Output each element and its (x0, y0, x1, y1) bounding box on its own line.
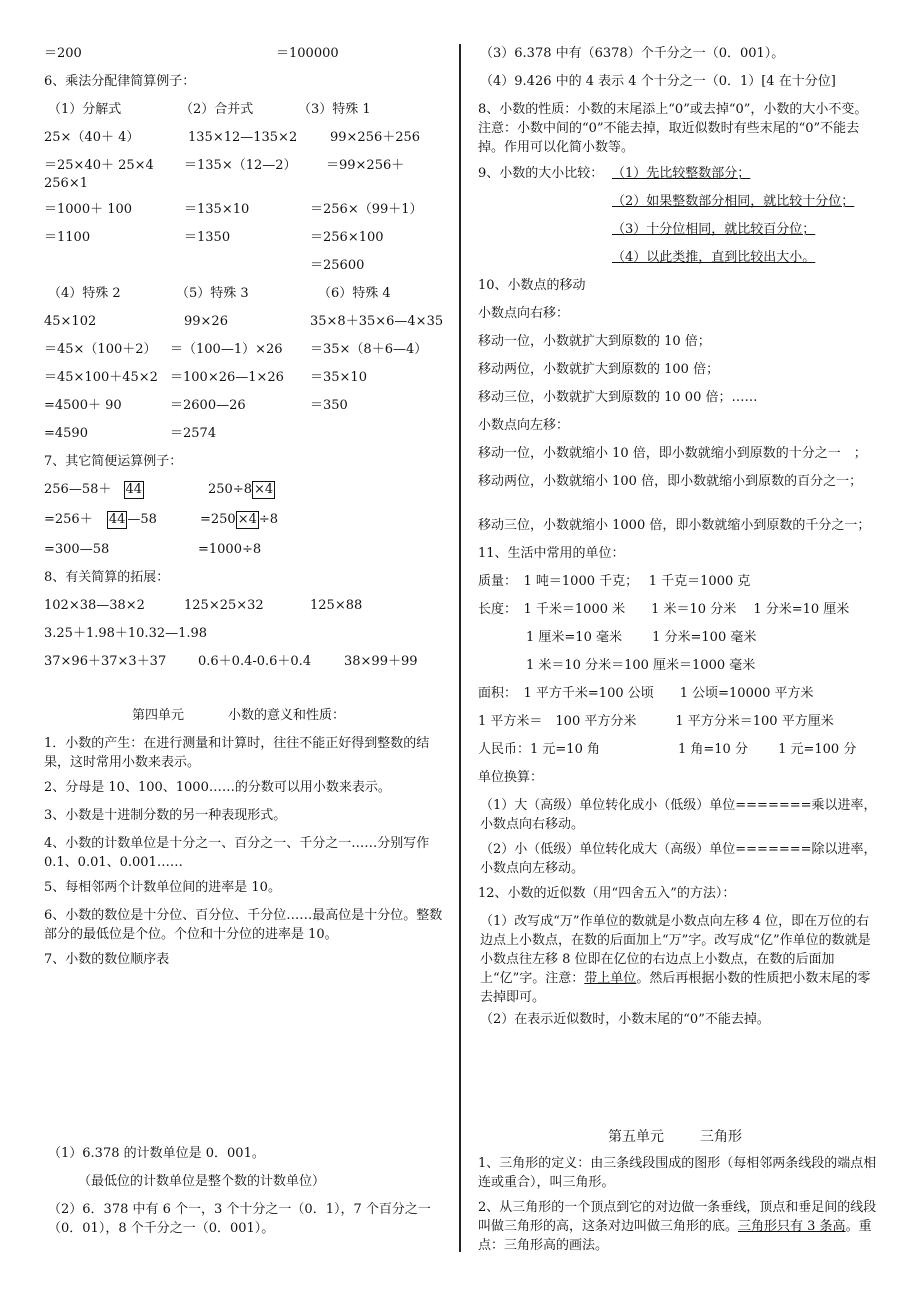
boxed-number: ×4 (237, 512, 257, 527)
compare-step: （4）以此类推，直到比较出大小。 (612, 250, 816, 265)
s8-expr: 125×25×32 (184, 598, 264, 613)
approx-underline: 带上单位 (584, 971, 637, 986)
s6-cell: ＝2600—26 (170, 398, 246, 413)
approx-rule-1 (480, 912, 878, 1007)
s7-line-2a (44, 510, 157, 529)
u4-item: 7、小数的数位顺序表 (44, 952, 170, 967)
s7-text: =250 (200, 512, 236, 527)
s6-cell: ＝35×（8＋6—4） (310, 342, 428, 357)
s6-cell: ＝1100 (44, 230, 91, 245)
unit-5-subtitle: 三角形 (700, 1129, 742, 1145)
s7-text: 256—58＋ (44, 482, 112, 497)
section-12-title: 12、小数的近似数（用“四舍五入”的方法）： (478, 886, 736, 901)
s6-cell: 99×256＋256 (330, 130, 421, 145)
approx-text: （1）改写成“万”作单位的数就是小数点向左移 4 位，即在万位的右边点上小数点，在数的后面加上“万”字。改写成“亿”作单位的数就是小数点往左移 8 位即在亿位的右边点上小数点，在数的后面加上“亿”字。注意： (480, 914, 871, 986)
unit-5-title: 第五单元 (608, 1129, 664, 1145)
s6-cell: ＝45×100＋45×2 (44, 370, 158, 385)
unit-line: 1 厘米=10 毫米 1 分米=100 毫米 (526, 630, 757, 645)
s7-line-1b (208, 480, 275, 499)
conversion-rule: （1）大（高级）单位转化成小（低级）单位=======乘以进率，小数点向右移动。 (480, 798, 877, 832)
compare-step: （3）十分位相同，就比较百分位； (612, 222, 816, 237)
approx-rule-2: （2）在表示近似数时，小数末尾的“0”不能去掉。 (480, 1012, 770, 1027)
s6-cell: ＝99×256＋ (326, 158, 405, 173)
s6-cell: 99×26 (184, 314, 228, 329)
s6-cell: ＝45×（100＋2） (44, 342, 157, 357)
boxed-number: ×4 (253, 482, 274, 497)
u4-item: 4、小数的计数单位是十分之一、百分之一、千分之一……分别写作 0.1、0.01、0.001…… (44, 836, 430, 870)
s6-cell: 25×（40＋ 4） (44, 130, 140, 145)
section-10-title: 10、小数点的移动 (478, 278, 586, 293)
s8-expr: 37×96＋37×3＋37 (44, 654, 167, 669)
s8-expr: 125×88 (310, 598, 363, 613)
unit-line: 面积： 1 平方千米=100 公顷 1 公顷=10000 平方米 (478, 686, 814, 701)
s8-expr: 3.25＋1.98＋10.32—1.98 (44, 626, 208, 641)
s6-cell: ＝1350 (184, 230, 231, 245)
unit-line: 长度： 1 千米＝1000 米 1 米＝10 分米 1 分米=10 厘米 (478, 602, 850, 617)
s6-cell: =4590 (44, 426, 88, 441)
s7-text: 250÷8 (208, 482, 252, 497)
boxed-number: 44 (108, 512, 126, 527)
triangle-definition: 1、三角形的定义：由三条线段围成的图形（每相邻两条线段的端点相连或重合），叫三角形。 (478, 1156, 877, 1190)
s6-header-5: （5）特殊 3 (176, 286, 249, 301)
bottom-item: （最低位的计数单位是整个数的计数单位） (78, 1174, 326, 1189)
top-value-2: ＝100000 (276, 46, 339, 61)
u4-item: 6、小数的数位是十分位、百分位、千分位……最高位是十分位。整数部分的最低位是个位。个位和十分位的进率是 10。 (44, 908, 443, 942)
s7-text: =1000÷8 (198, 542, 262, 557)
approx-text: 。然后再根据小数的性质把小数末尾的零去掉即可。 (480, 971, 871, 1005)
triangle-text: 2、从三角形的一个顶点到它的对边做一条垂线，顶点和垂足间的线段叫做三角形的高，这条对边叫做三角形的底。 (478, 1200, 877, 1234)
s6-cell: ＝135×10 (184, 202, 250, 217)
unit-line: 质量： 1 吨＝1000 千克； 1 千克＝1000 克 (478, 574, 751, 589)
move-right-item: 移动一位，小数就扩大到原数的 10 倍； (478, 334, 711, 349)
s8-expr: 0.6＋0.4-0.6＋0.4 (198, 654, 312, 669)
move-left-item: 移动两位，小数就缩小 100 倍，即小数就缩小到原数的百分之一； (478, 474, 863, 489)
s6-cell: ＝25600 (310, 258, 365, 273)
s6-cell: 135×12—135×2 (188, 130, 298, 145)
decimal-property: 8、小数的性质：小数的末尾添上“0”或去掉“0”，小数的大小不变。注意：小数中间的“0”不能去掉，取近似数时有些末尾的“0”不能去掉。作用可以化简小数等。 (478, 102, 868, 155)
unit-line: 1 米＝10 分米＝100 厘米＝1000 毫米 (526, 658, 756, 673)
s6-header-2: （2）合并式 (180, 102, 254, 117)
s6-cell: ＝100×26—1×26 (170, 370, 284, 385)
u4-item: 2、分母是 10、100、1000……的分数可以用小数来表示。 (44, 780, 391, 795)
section-7-title: 7、其它简便运算例子： (44, 454, 183, 469)
s6-cell: ＝1000＋ 100 (44, 202, 133, 217)
unit-4-title: 第四单元 (132, 708, 185, 723)
conversion-rule: （2）小（低级）单位转化成大（高级）单位=======除以进率，小数点向左移动。 (480, 842, 877, 876)
unit-line: 人民币：1 元=10 角 1 角=10 分 1 元=100 分 (478, 742, 857, 757)
s7-text: —58 (127, 512, 157, 527)
triangle-height (478, 1198, 878, 1255)
s6-cell: ＝350 (310, 398, 348, 413)
s6-cell: =4500＋ 90 (44, 398, 122, 413)
s6-cell: 45×102 (44, 314, 97, 329)
move-right-item: 移动三位，小数就扩大到原数的 10 00 倍；…… (478, 390, 758, 405)
compare-step: （2）如果整数部分相同，就比较十分位； (612, 194, 855, 209)
section-11-title: 11、生活中常用的单位： (478, 546, 625, 561)
unit-4-subtitle: 小数的意义和性质： (228, 708, 346, 723)
bottom-item: （1）6.378 的计数单位是 0．001。 (48, 1146, 265, 1161)
unit-line: 1 平方米＝ 100 平方分米 1 平方分米＝100 平方厘米 (478, 714, 834, 729)
triangle-underline: 三角形只有 3 条高 (738, 1219, 846, 1234)
move-left-item: 移动三位，小数就缩小 1000 倍，即小数就缩小到原数的千分之一； (478, 518, 871, 533)
column-divider (459, 44, 461, 1252)
s6-cell: ＝35×10 (310, 370, 367, 385)
compare-step: （1）先比较整数部分； (612, 166, 751, 181)
section-8-title: 8、有关简算的拓展： (44, 570, 170, 585)
s7-line-1a (44, 480, 144, 499)
u4-item: 3、小数是十进制分数的另一种表现形式。 (44, 808, 287, 823)
s6-cell: ＝2574 (170, 426, 217, 441)
section-9-title: 9、小数的大小比较： (478, 166, 604, 181)
s7-line-2b (200, 510, 278, 529)
s8-expr: 102×38—38×2 (44, 598, 145, 613)
bottom-item: （2）6．378 中有 6 个一，3 个十分之一（0．1），7 个百分之一（0．01），8 个千分之一（0．001）。 (48, 1202, 431, 1236)
s6-cell: 256×1 (44, 176, 88, 191)
s6-header-3: （3）特殊 1 (298, 102, 371, 117)
s6-cell: ＝135×（12—2） (184, 158, 297, 173)
s6-cell: ＝25×40＋ 25×4 (44, 158, 154, 173)
s7-text: ÷8 (258, 512, 279, 527)
section-6-title: 6、乘法分配律简算例子： (44, 74, 196, 89)
r-top-item: （3）6.378 中有（6378）个千分之一（0．001）。 (480, 46, 785, 61)
top-value-1: ＝200 (44, 46, 82, 61)
s7-text: =256＋ (44, 512, 93, 527)
s6-cell: ＝256×（99＋1） (310, 202, 423, 217)
s6-header-4: （4）特殊 2 (48, 286, 121, 301)
move-left-title: 小数点向左移： (478, 418, 570, 433)
s6-cell: ＝（100—1）×26 (170, 342, 283, 357)
move-right-title: 小数点向右移： (478, 306, 570, 321)
s7-text: =300—58 (44, 542, 110, 557)
move-right-item: 移动两位，小数就扩大到原数的 100 倍； (478, 362, 720, 377)
conversion-title: 单位换算： (478, 770, 544, 785)
s8-expr: 38×99＋99 (344, 654, 418, 669)
s6-header-1: （1）分解式 (48, 102, 122, 117)
u4-item: 1．小数的产生：在进行测量和计算时，往往不能正好得到整数的结果，这时常用小数来表示。 (44, 736, 430, 770)
s6-header-6: （6）特殊 4 (318, 286, 391, 301)
boxed-number: 44 (125, 482, 143, 497)
s6-cell: ＝256×100 (310, 230, 384, 245)
s6-cell: 35×8＋35×6—4×35 (310, 314, 444, 329)
u4-item: 5、每相邻两个计数单位间的进率是 10。 (44, 880, 281, 895)
move-left-item: 移动一位，小数就缩小 10 倍，即小数就缩小到原数的十分之一 ； (478, 446, 867, 461)
triangle-text: 。重点：三角形高的画法。 (478, 1219, 872, 1253)
r-top-item: （4）9.426 中的 4 表示 4 个十分之一（0．1）[4 在十分位] (480, 74, 836, 89)
